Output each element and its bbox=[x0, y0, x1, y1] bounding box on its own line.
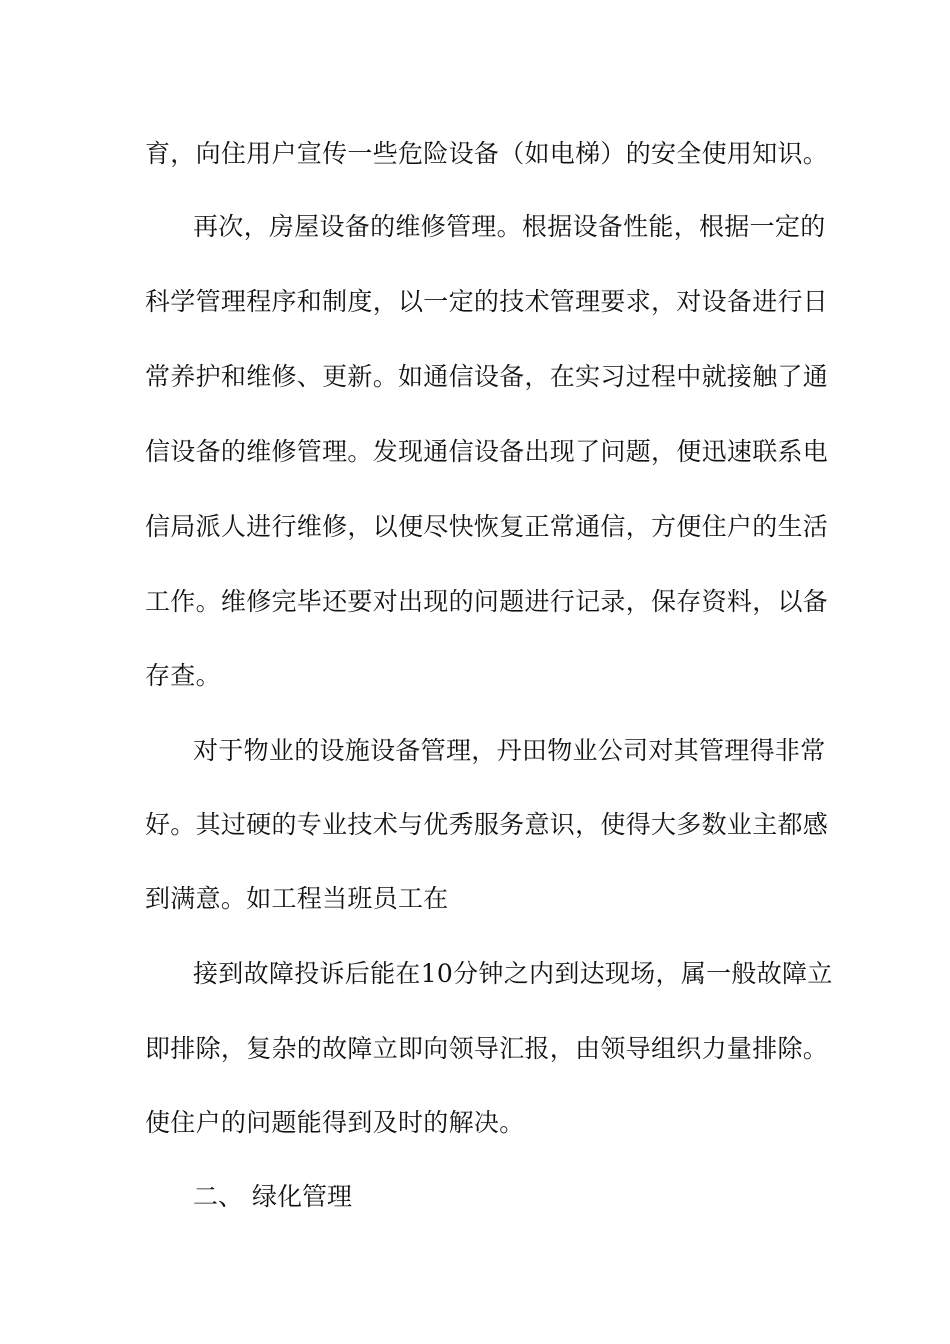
text-line: 信局派人进行维修，以便尽快恢复正常通信，方便住户的生活 bbox=[145, 512, 829, 541]
text-line: 使住户的问题能得到及时的解决。 bbox=[145, 1108, 525, 1137]
text-line: 常养护和维修、更新。如通信设备，在实习过程中就接触了通 bbox=[145, 362, 829, 391]
section-heading-number: 二、 bbox=[193, 1182, 244, 1211]
text-line: 工作。维修完毕还要对出现的问题进行记录，保存资料，以备 bbox=[145, 587, 829, 616]
paragraph-first-line: 再次，房屋设备的维修管理。根据设备性能，根据一定的 bbox=[193, 212, 826, 241]
text-line: 到满意。如工程当班员工在 bbox=[145, 884, 449, 913]
text-line: 即排除，复杂的故障立即向领导汇报，由领导组织力量排除。 bbox=[145, 1034, 829, 1063]
paragraph-first-line: 接到故障投诉后能在10分钟之内到达现场，属一般故障立 bbox=[193, 959, 833, 988]
text-line: 科学管理程序和制度，以一定的技术管理要求，对设备进行日 bbox=[145, 287, 829, 316]
text-line: 好。其过硬的专业技术与优秀服务意识，使得大多数业主都感 bbox=[145, 810, 829, 839]
paragraph-first-line: 对于物业的设施设备管理，丹田物业公司对其管理得非常 bbox=[193, 736, 826, 765]
text-line: 信设备的维修管理。发现通信设备出现了问题，便迅速联系电 bbox=[145, 437, 829, 466]
text-line: 存查。 bbox=[145, 661, 221, 690]
section-heading-title: 绿化管理 bbox=[252, 1182, 353, 1211]
text-line: 育，向住用户宣传一些危险设备（如电梯）的安全使用知识。 bbox=[145, 139, 829, 168]
